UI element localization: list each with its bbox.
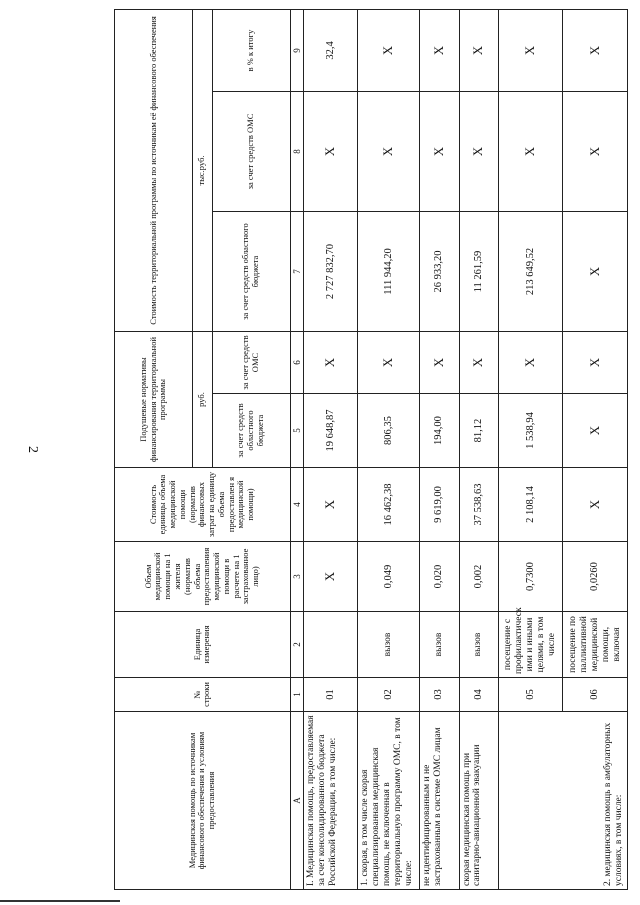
row-total-budget: Х <box>563 212 628 332</box>
index-cell: 8 <box>290 92 304 212</box>
row-name: скорая медицинская помощь при санитарно-авиационной эвакуации <box>459 712 498 890</box>
row-norm-oms: Х <box>499 332 563 394</box>
table-row <box>358 9 420 889</box>
header-norm-oms: за счет средств ОМС <box>212 332 290 394</box>
row-volume: 0,0260 <box>563 542 628 612</box>
row-volume: 0,002 <box>459 542 498 612</box>
row-total-oms: Х <box>499 92 563 212</box>
scan-edge-line <box>0 900 120 902</box>
index-cell: 1 <box>290 678 304 712</box>
row-norm-budget: Х <box>563 394 628 468</box>
row-cost: 2 108,14 <box>499 468 563 542</box>
header-per-capita-norms: Подушевые нормативы финансирования территориальной программы <box>115 332 193 468</box>
program-cost-table <box>114 9 628 890</box>
header-total-oms: за счет средств ОМС <box>212 92 290 212</box>
row-norm-budget: 806,35 <box>358 394 420 468</box>
table-row <box>304 9 358 889</box>
row-norm-budget: 81,12 <box>459 394 498 468</box>
row-cost: Х <box>563 468 628 542</box>
column-index-row <box>290 9 304 889</box>
row-norm-oms: Х <box>358 332 420 394</box>
index-cell: 2 <box>290 612 304 678</box>
table-row <box>420 9 459 889</box>
row-number: 06 <box>563 678 628 712</box>
row-cost: 37 538,63 <box>459 468 498 542</box>
header-total-unit: тыс.руб. <box>192 9 212 331</box>
row-cost: 9 619,00 <box>420 468 459 542</box>
row-cost: Х <box>304 468 358 542</box>
header-service: Медицинская помощь по источникам финансового обеспечения и условиям предоставления <box>115 712 291 890</box>
row-volume: 0,049 <box>358 542 420 612</box>
row-volume: 0,020 <box>420 542 459 612</box>
row-pct: Х <box>420 9 459 91</box>
row-total-budget: 26 933,20 <box>420 212 459 332</box>
row-pct: Х <box>499 9 563 91</box>
row-number: 01 <box>304 678 358 712</box>
row-norm-oms: Х <box>304 332 358 394</box>
row-norm-budget: 19 648,87 <box>304 394 358 468</box>
table-row <box>459 9 498 889</box>
row-number: 05 <box>499 678 563 712</box>
row-number: 04 <box>459 678 498 712</box>
header-volume: Объем медицинской помощи на 1 жителя (норматив объема предоставления медицинской помощи в расчете на 1 застрахованное лицо) <box>115 542 291 612</box>
row-name: I. Медицинская помощь, предоставляемая за счет консолидированного бюджета Российской Федерации, в том числе: <box>304 712 358 890</box>
row-unit: вызов <box>420 612 459 678</box>
header-norm-budget: за счет средств областного бюджета <box>212 394 290 468</box>
index-cell: 9 <box>290 9 304 91</box>
header-total-budget: за счет средств областного бюджета <box>212 212 290 332</box>
index-cell: 4 <box>290 468 304 542</box>
row-pct: Х <box>358 9 420 91</box>
header-norm-unit: руб. <box>192 332 212 468</box>
index-cell: 6 <box>290 332 304 394</box>
row-total-oms: Х <box>358 92 420 212</box>
row-pct: Х <box>563 9 628 91</box>
index-cell: 3 <box>290 542 304 612</box>
row-unit: вызов <box>459 612 498 678</box>
row-total-budget: 2 727 832,70 <box>304 212 358 332</box>
row-cost: 16 462,38 <box>358 468 420 542</box>
row-unit: вызов <box>358 612 420 678</box>
index-cell: А <box>290 712 304 890</box>
table-row <box>499 9 563 889</box>
row-norm-budget: 194,00 <box>420 394 459 468</box>
row-volume: 0,7300 <box>499 542 563 612</box>
row-number: 02 <box>358 678 420 712</box>
row-unit: посещение по паллиативной медицинской помощи, включая <box>563 612 628 678</box>
row-unit <box>304 612 358 678</box>
row-number: 03 <box>420 678 459 712</box>
row-total-oms: Х <box>304 92 358 212</box>
row-pct: Х <box>459 9 498 91</box>
row-total-budget: 111 944,20 <box>358 212 420 332</box>
header-row-number: № строки <box>115 678 291 712</box>
row-total-budget: 11 261,59 <box>459 212 498 332</box>
page-number: 2 <box>25 446 40 453</box>
rotated-table-page <box>114 10 628 890</box>
header-unit-cost: Стоимость единицы объема медицинской помощи (норматив финансовых затрат на единицу объема предоставлен я медицинской помощи) <box>115 468 291 542</box>
header-program-cost: Стоимость территориальной программы по источникам её финансового обеспечения <box>115 9 193 331</box>
header-total-pct: в % к итогу <box>212 9 290 91</box>
header-row-1 <box>115 9 193 889</box>
index-cell: 5 <box>290 394 304 468</box>
row-name: 1. скорая, в том числе скорая специализированная медицинская помощь, не включенная в территориальную программу ОМС, в том числе: <box>358 712 420 890</box>
row-pct: 32,4 <box>304 9 358 91</box>
row-total-oms: Х <box>563 92 628 212</box>
header-unit: Единица измерения <box>115 612 291 678</box>
row-total-oms: Х <box>459 92 498 212</box>
row-norm-oms: Х <box>563 332 628 394</box>
row-total-oms: Х <box>420 92 459 212</box>
row-name: не идентифицированным и не застрахованным в системе ОМС лицам <box>420 712 459 890</box>
row-norm-oms: Х <box>459 332 498 394</box>
index-cell: 7 <box>290 212 304 332</box>
row-total-budget: 213 649,52 <box>499 212 563 332</box>
row-norm-oms: Х <box>420 332 459 394</box>
row-unit: посещение с профилактическ ими и иными целями, в том числе <box>499 612 563 678</box>
row-norm-budget: 1 538,94 <box>499 394 563 468</box>
row-volume: Х <box>304 542 358 612</box>
row-name: 2. медицинская помощь в амбулаторных условиях, в том числе: <box>499 712 628 890</box>
